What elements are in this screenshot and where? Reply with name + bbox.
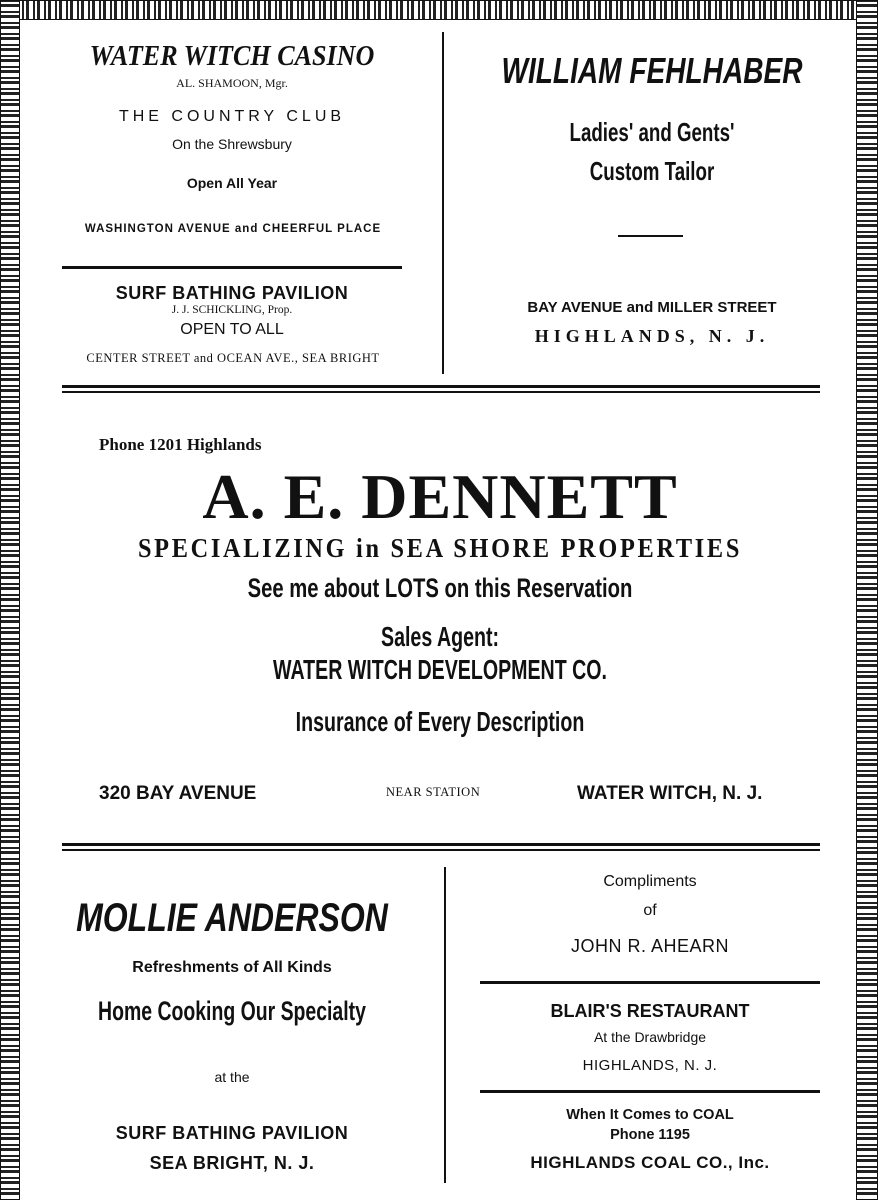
dennett-lots: See me about LOTS on this Reservation xyxy=(247,573,633,603)
casino-hours: Open All Year xyxy=(186,175,278,191)
blair-name: BLAIR'S RESTAURANT xyxy=(550,1001,750,1021)
tailor-address: BAY AVENUE and MILLER STREET xyxy=(527,299,777,316)
ahearn-name: JOHN R. AHEARN xyxy=(570,936,730,956)
dennett-insurance: Insurance of Every Description xyxy=(295,706,585,737)
rule-ahearn xyxy=(480,981,820,984)
dennett-name: A. E. DENNETT xyxy=(202,461,678,532)
mollie-venue: SURF BATHING PAVILION xyxy=(115,1123,349,1143)
dennett-town: WATER WITCH, N. J. xyxy=(577,783,763,804)
tailor-short-rule xyxy=(618,235,683,237)
dennett-near-station: NEAR STATION xyxy=(386,785,481,799)
vertical-divider-top xyxy=(442,32,444,374)
blair-city: HIGHLANDS, N. J. xyxy=(582,1057,718,1074)
tailor-name: WILLIAM FEHLHABER xyxy=(501,50,803,91)
decorative-border-left xyxy=(0,0,20,1200)
casino-club: THE COUNTRY CLUB xyxy=(118,108,346,125)
double-rule-top-a xyxy=(62,385,820,388)
casino-address: WASHINGTON AVENUE and CHEERFUL PLACE xyxy=(84,223,382,235)
casino-location: On the Shrewsbury xyxy=(172,136,292,152)
ahearn-of: of xyxy=(643,902,657,919)
dennett-address: 320 BAY AVENUE xyxy=(99,783,257,804)
vertical-divider-bottom xyxy=(444,867,446,1183)
tailor-line2: Custom Tailor xyxy=(589,156,715,186)
mollie-specialty: Home Cooking Our Specialty xyxy=(98,996,366,1026)
decorative-border-right xyxy=(856,0,878,1200)
pavilion-proprietor: J. J. SCHICKLING, Prop. xyxy=(171,304,293,316)
casino-manager: AL. SHAMOON, Mgr. xyxy=(176,76,288,90)
dennett-phone: Phone 1201 Highlands xyxy=(99,435,262,454)
mollie-city: SEA BRIGHT, N. J. xyxy=(149,1153,315,1173)
casino-name: WATER WITCH CASINO xyxy=(89,40,375,72)
coal-line1: When It Comes to COAL xyxy=(566,1107,734,1123)
pavilion-address: CENTER STREET and OCEAN AVE., SEA BRIGHT xyxy=(86,351,380,365)
decorative-border-top xyxy=(0,0,878,20)
double-rule-bottom-a xyxy=(62,843,820,846)
coal-phone: Phone 1195 xyxy=(610,1127,690,1143)
tailor-city: HIGHLANDS, N. J. xyxy=(534,326,770,346)
double-rule-top-b xyxy=(62,391,820,393)
dennett-specialty: SPECIALIZING in SEA SHORE PROPERTIES xyxy=(137,533,743,563)
tailor-line1: Ladies' and Gents' xyxy=(569,117,735,147)
mollie-refreshments: Refreshments of All Kinds xyxy=(132,959,332,976)
pavilion-name: SURF BATHING PAVILION xyxy=(115,283,349,303)
pavilion-note: OPEN TO ALL xyxy=(180,321,284,338)
double-rule-bottom-b xyxy=(62,849,820,851)
rule-blair xyxy=(480,1090,820,1093)
blair-location: At the Drawbridge xyxy=(593,1029,707,1045)
ahearn-compliments: Compliments xyxy=(603,873,697,890)
coal-name: HIGHLANDS COAL CO., Inc. xyxy=(530,1153,770,1172)
rule-casino xyxy=(62,266,402,269)
dennett-agent-label: Sales Agent: xyxy=(381,621,499,652)
mollie-at: at the xyxy=(214,1069,250,1085)
mollie-name: MOLLIE ANDERSON xyxy=(76,896,388,940)
dennett-agent-company: WATER WITCH DEVELOPMENT CO. xyxy=(273,654,607,685)
